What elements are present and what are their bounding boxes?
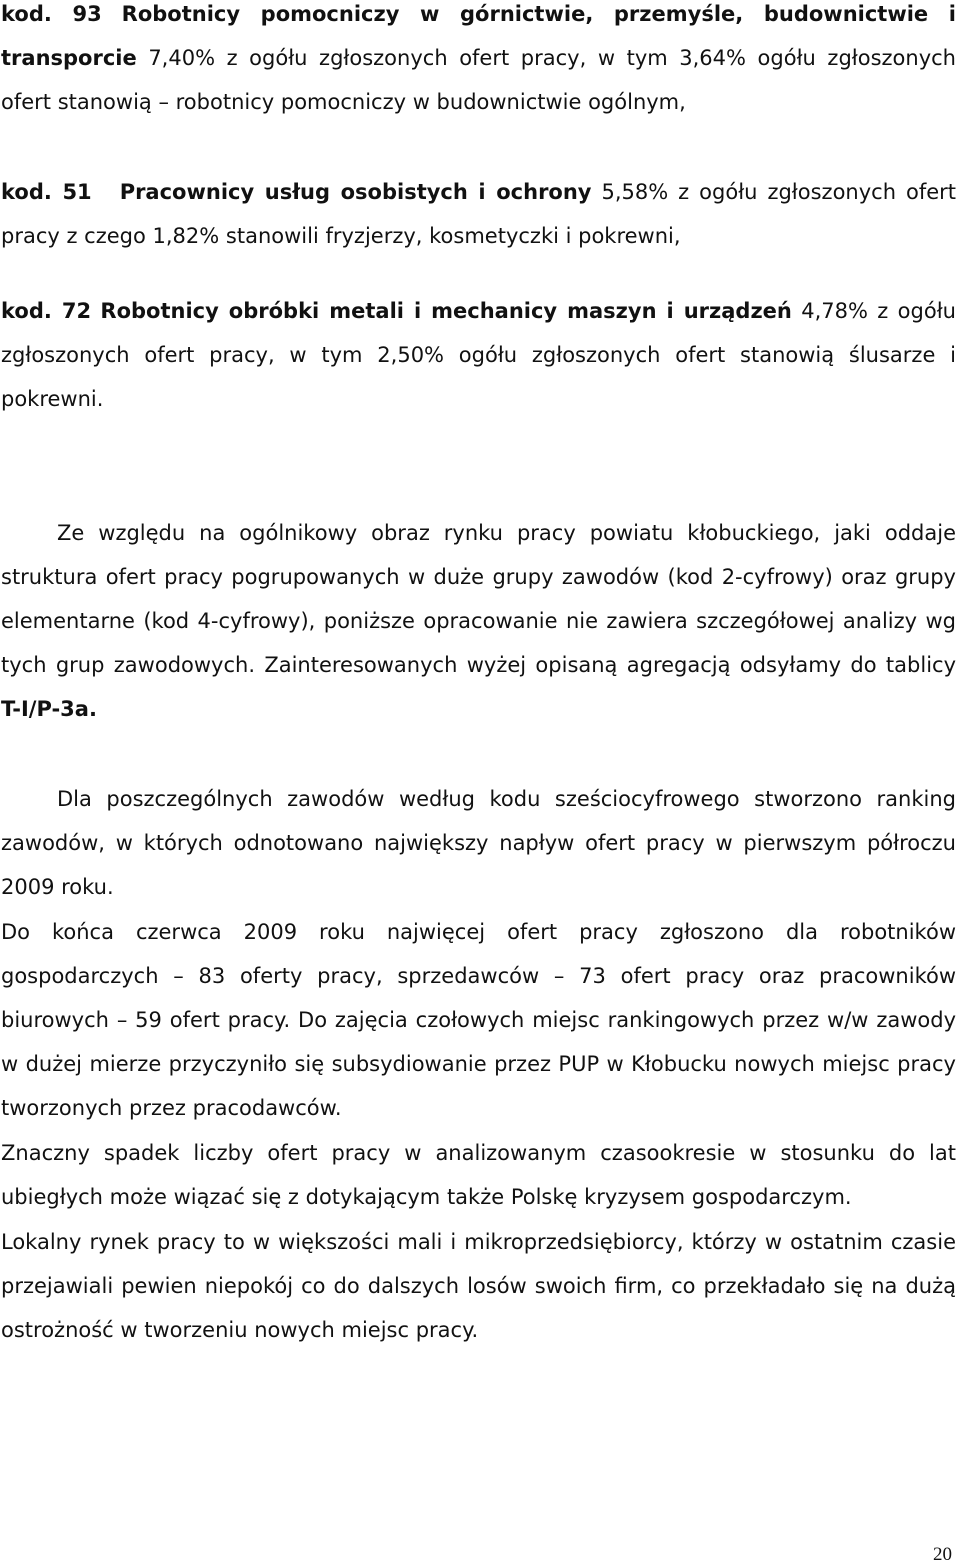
- group-title: Pracownicy usług osobistych i ochrony: [119, 180, 592, 204]
- paragraph-text: Dla poszczególnych zawodów według kodu sześciocyfrowego stworzono ranking zawodów, w których odnotowano największy napływ ofert pracy w pierwszym półroczu 2009 roku.: [1, 787, 956, 899]
- paragraph-ranking: [1, 777, 956, 909]
- paragraph-local: [1, 1220, 956, 1352]
- paragraph-text: Lokalny rynek pracy to w większości mali i mikroprzedsiębiorcy, którzy w ostatnim czasie przejawiali pewien niepokój co do dalszych losów swoich firm, co przekładało się na dużą ostrożność w tworzeniu nowych miejsc pracy.: [1, 1230, 956, 1342]
- paragraph-kod-93: [1, 0, 956, 124]
- paragraph-text: Do końca czerwca 2009 roku najwięcej ofert pracy zgłoszono dla robotników gospodarczych – 83 oferty pracy, sprzedawców – 73 ofert pracy oraz pracowników biurowych – 59 ofert pracy. Do zajęcia czołowych miejsc rankingowych przez w/w zawody w dużej mierze przyczyniło się subsydiowanie przez PUP w Kłobucku nowych miejsc pracy tworzonych przez pracodawców.: [1, 920, 956, 1120]
- page-number: 20: [933, 1544, 952, 1565]
- paragraph-text: 5,58% z ogółu zgłoszonych ofert pracy z czego 1,82% stanowili fryzjerzy, kosmetyczki i pokrewni,: [1, 180, 957, 248]
- paragraph-decline: [1, 1131, 956, 1219]
- code-label: kod. 72: [1, 299, 92, 323]
- group-title: Robotnicy pomocniczy w górnictwie, przemyśle, budownictwie i transporcie: [1, 2, 956, 70]
- paragraph-text: 4,78% z ogółu zgłoszonych ofert pracy, w tym 2,50% ogółu zgłoszonych ofert stanowią ślusarze i pokrewni.: [1, 299, 956, 411]
- code-label: kod. 93: [1, 2, 102, 26]
- group-title: Robotnicy obróbki metali i mechanicy maszyn i urządzeń: [100, 299, 792, 323]
- code-label: kod. 51: [1, 180, 92, 204]
- paragraph-text: Znaczny spadek liczby ofert pracy w analizowanym czasookresie w stosunku do lat ubiegłych może wiązać się z dotykającym także Polskę kryzysem gospodarczym.: [1, 1141, 956, 1209]
- paragraph-text: Ze względu na ogólnikowy obraz rynku pracy powiatu kłobuckiego, jaki oddaje struktura ofert pracy pogrupowanych w duże grupy zawodów (kod 2-cyfrowy) oraz grupy elementarne (kod 4-cyfrowy), poniższe opracowanie nie zawiera szczegółowej analizy wg tych grup zawodowych. Zainteresowanych wyżej opisaną agregacją odsyłamy do tablicy: [1, 521, 956, 677]
- paragraph-kod-51: [1, 170, 956, 258]
- paragraph-june: [1, 910, 956, 1130]
- table-reference: T-I/P-3a.: [1, 697, 97, 721]
- paragraph-kod-72: [1, 289, 956, 421]
- paragraph-text: 7,40% z ogółu zgłoszonych ofert pracy, w tym 3,64% ogółu zgłoszonych ofert stanowią – robotnicy pomocniczy w budownictwie ogólnym,: [1, 46, 956, 114]
- paragraph-general: [1, 511, 956, 731]
